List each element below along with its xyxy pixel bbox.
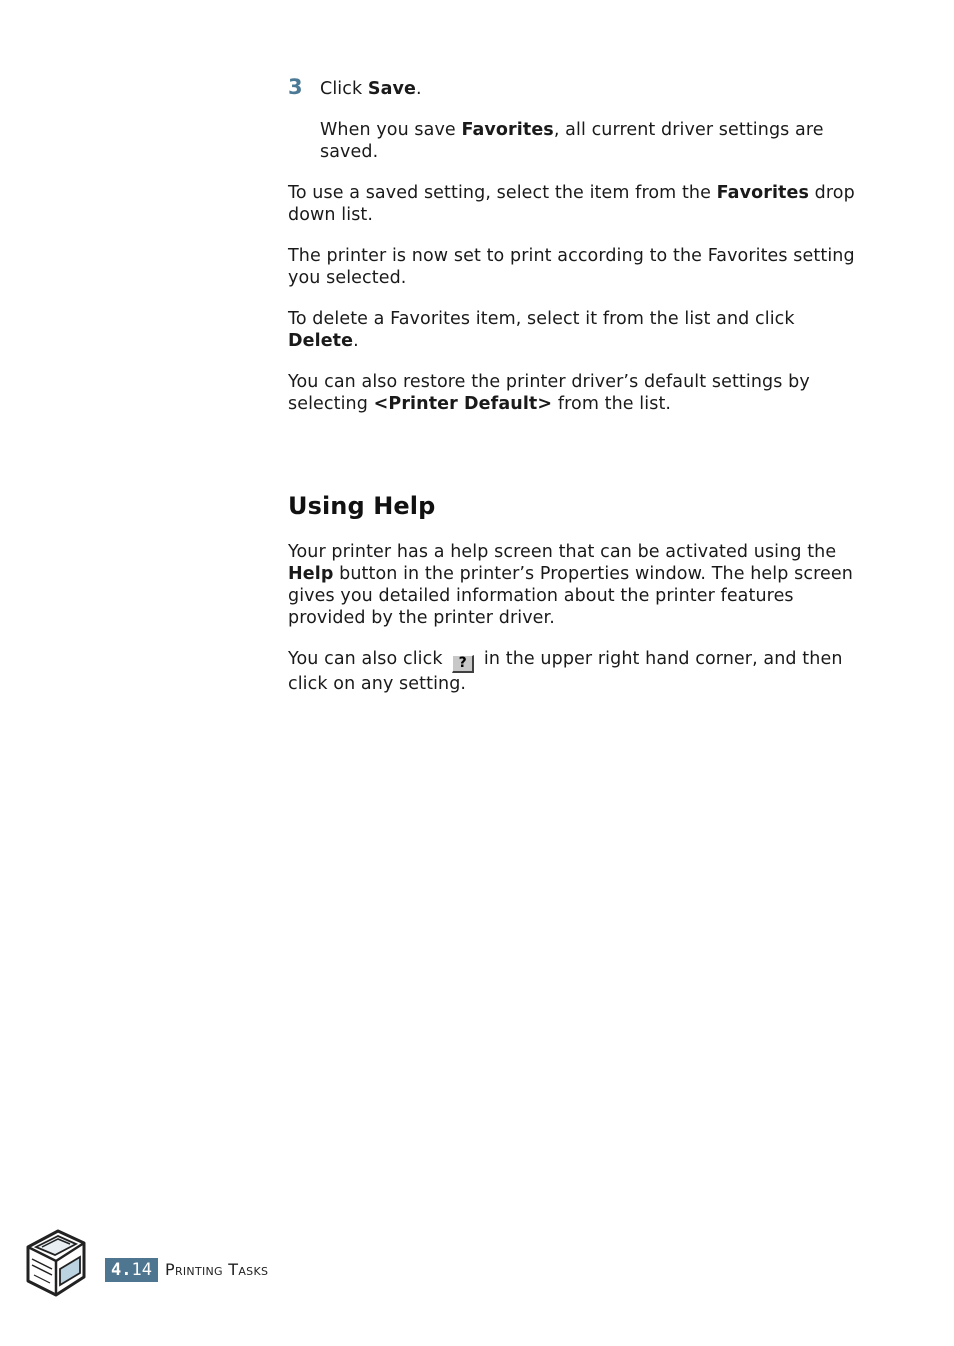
chapter-number: 4. bbox=[111, 1260, 132, 1280]
footer-section-title: Printing Tasks bbox=[165, 1260, 269, 1279]
using-help-heading: Using Help bbox=[288, 492, 436, 520]
step-note: When you save Favorites, all current driver settings are saved. bbox=[320, 120, 824, 162]
delete-paragraph: To delete a Favorites item, select it from the list and click Delete. bbox=[288, 309, 795, 351]
page-content bbox=[288, 75, 858, 714]
printer-icon bbox=[22, 1225, 88, 1299]
step-3 bbox=[288, 75, 858, 163]
save-label: Save bbox=[367, 79, 416, 99]
restore-paragraph: You can also restore the printer driver’s default settings by selecting <Printer Default> from the list. bbox=[288, 372, 810, 414]
step-number: 3 bbox=[288, 75, 303, 99]
page-footer bbox=[22, 1225, 422, 1305]
use-saved-paragraph: To use a saved setting, select the item from the Favorites drop down list. bbox=[288, 183, 855, 225]
help-intro-paragraph: Your printer has a help screen that can be activated using the Help button in the printer’s Properties window. The help screen gives you detailed information about the printer features provided by the printer driver. bbox=[288, 542, 853, 628]
page-number: 14 bbox=[131, 1260, 152, 1280]
help-click-paragraph: You can also click ? in the upper right hand corner, and then click on any setting. bbox=[288, 649, 843, 694]
page-number-badge bbox=[105, 1258, 158, 1282]
now-set-paragraph: The printer is now set to print according to the Favorites setting you selected. bbox=[288, 246, 855, 288]
step-instruction: Click Save. bbox=[320, 79, 422, 99]
help-question-icon: ? bbox=[452, 655, 474, 673]
